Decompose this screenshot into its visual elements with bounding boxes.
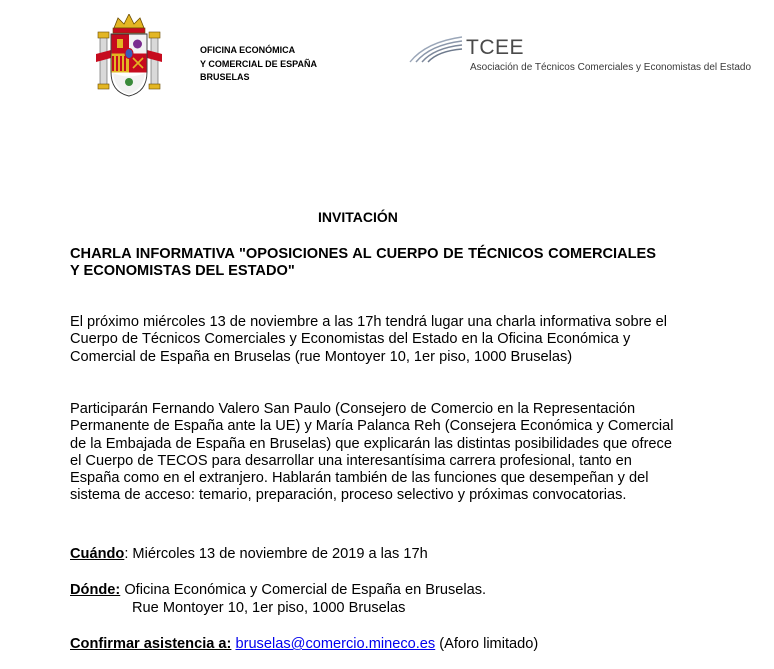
office-line-2: Y COMERCIAL DE ESPAÑA [200,58,318,69]
tcee-title: TCEE [466,36,525,59]
charla-title: CHARLA INFORMATIVA "OPOSICIONES AL CUERPO DE TÉCNICOS COMERCIALES Y ECONOMISTAS DEL ESTADO" [70,246,656,279]
confirm-label: Confirmar asistencia a: [70,636,232,652]
where-value-1: Oficina Económica y Comercial de España en Bruselas. [124,582,487,598]
office-name [200,44,317,85]
when-label: Cuándo [70,546,125,562]
confirm-email-link[interactable]: bruselas@comercio.mineco.es [235,636,436,652]
tcee-logo-icon [408,34,464,64]
when-line [70,546,428,563]
where-value-2: Rue Montoyer 10, 1er piso, 1000 Bruselas [132,600,406,616]
tcee-subtitle: Asociación de Técnicos Comerciales y Economistas del Estado [470,62,752,73]
when-value: : Miércoles 13 de noviembre de 2019 a las 17h [124,546,428,562]
confirm-note: (Aforo limitado) [439,636,539,652]
where-line [70,582,486,599]
office-line-1: OFICINA ECONÓMICA [200,45,296,55]
intro-paragraph: El próximo miércoles 13 de noviembre a las 17h tendrá lugar una charla informativa sobre el Cuerpo de Técnicos Comerciales y Economistas del Estado en la Oficina Económica y Comercial de España en Bruselas (rue Montoyer 10, 1er piso, 1000 Bruselas) [70,314,668,365]
spain-coat-of-arms-icon [96,14,162,100]
invitation-heading: INVITACIÓN [318,209,398,225]
where-label: Dónde: [70,582,121,598]
speakers-paragraph: Participarán Fernando Valero San Paulo (Consejero de Comercio en la Representación Permanente de España ante la UE) y María Palanca Reh (Consejera Económica y Comercial de la Embajada de España en Bruselas) que explicarán las distintas posibilidades que ofrece el Cuerpo de TECOS para desarrollar una interesantísima carrera profesional, tanto en España como en el extranjero. Hablarán también de las funciones que desempeñan y del sistema de acceso: temario, preparación, proceso selectivo y próximas convocatorias. [70,401,674,504]
office-line-3: BRUSELAS [200,72,250,82]
confirm-line [70,636,538,653]
